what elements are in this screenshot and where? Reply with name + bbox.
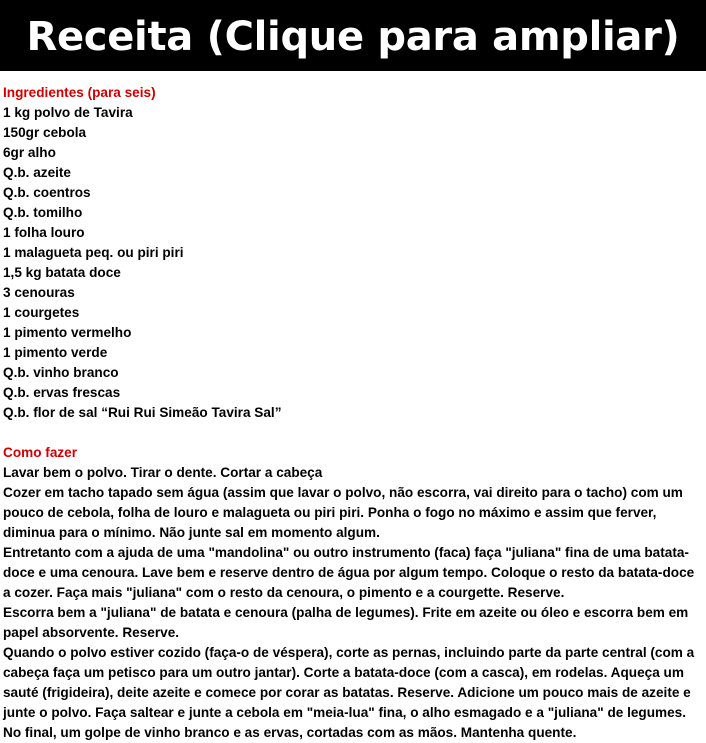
page-title[interactable]: Receita (Clique para ampliar) [26,13,680,60]
method-step: Quando o polvo estiver cozido (faça-o de véspera), corte as pernas, incluindo parte da parte central (com a cabeça faça um petisco para um outro jantar). Corte a batata-doce (com a casca), em rodelas. Aqueça um sauté (frigideira), deite azeite e comece por corar as batatas. Reserve. Adicione um pouco mais de azeite e junte o polvo. Faça saltear e junte a cebola em "meia-lua" fina, o alho esmagado e a "juliana" de legumes. No final, um golpe de vinho branco e as ervas, cortadas com as mãos. Mantenha quente. [3,645,695,740]
section-spacer [3,423,703,443]
ingredient-item: 1,5 kg batata doce [3,265,121,280]
ingredient-item: 1 malagueta peq. ou piri piri [3,245,184,260]
ingredients-heading: Ingredientes (para seis) [3,85,156,100]
ingredient-item: 1 kg polvo de Tavira [3,105,133,120]
ingredient-item: Q.b. ervas frescas [3,385,121,400]
ingredients-list [3,103,703,423]
recipe-body [3,83,703,743]
ingredient-item: 6gr alho [3,145,56,160]
ingredient-item: Q.b. coentros [3,185,91,200]
method-step: Escorra bem a "juliana" de batata e cenoura (palha de legumes). Frite em azeite ou óleo e escorra bem em papel absorvente. Reserve. [3,605,689,640]
ingredient-item: 1 pimento vermelho [3,325,132,340]
ingredient-item: 1 courgetes [3,305,80,320]
ingredient-item: Q.b. tomilho [3,205,83,220]
ingredient-item: Q.b. vinho branco [3,365,119,380]
method-step: Lavar bem o polvo. Tirar o dente. Cortar a cabeça [3,465,323,480]
method-step: Cozer em tacho tapado sem água (assim que lavar o polvo, não escorra, vai direito para o tacho) com um pouco de cebola, folha de louro e malagueta ou piri piri. Ponha o fogo no máximo e assim que ferver, diminua para o mínimo. Não junte sal em momento algum. [3,485,683,540]
ingredient-item: 3 cenouras [3,285,75,300]
title-bar [0,0,706,71]
method-heading: Como fazer [3,445,78,460]
method-step: Entretanto com a ajuda de uma "mandolina" ou outro instrumento (faca) faça "juliana" fina de uma batata-doce e uma cenoura. Lave bem e reserve dentro de água por algum tempo. Coloque o resto da batata-doce a cozer. Faça mais "juliana" com o resto da cenoura, o pimento e a courgette. Reserve. [3,545,695,600]
ingredient-item: 150gr cebola [3,125,87,140]
ingredient-item: Q.b. flor de sal “Rui Rui Simeão Tavira Sal” [3,405,282,420]
ingredient-item: 1 pimento verde [3,345,108,360]
ingredient-item: 1 folha louro [3,225,85,240]
ingredient-item: Q.b. azeite [3,165,71,180]
method-steps [3,463,703,743]
